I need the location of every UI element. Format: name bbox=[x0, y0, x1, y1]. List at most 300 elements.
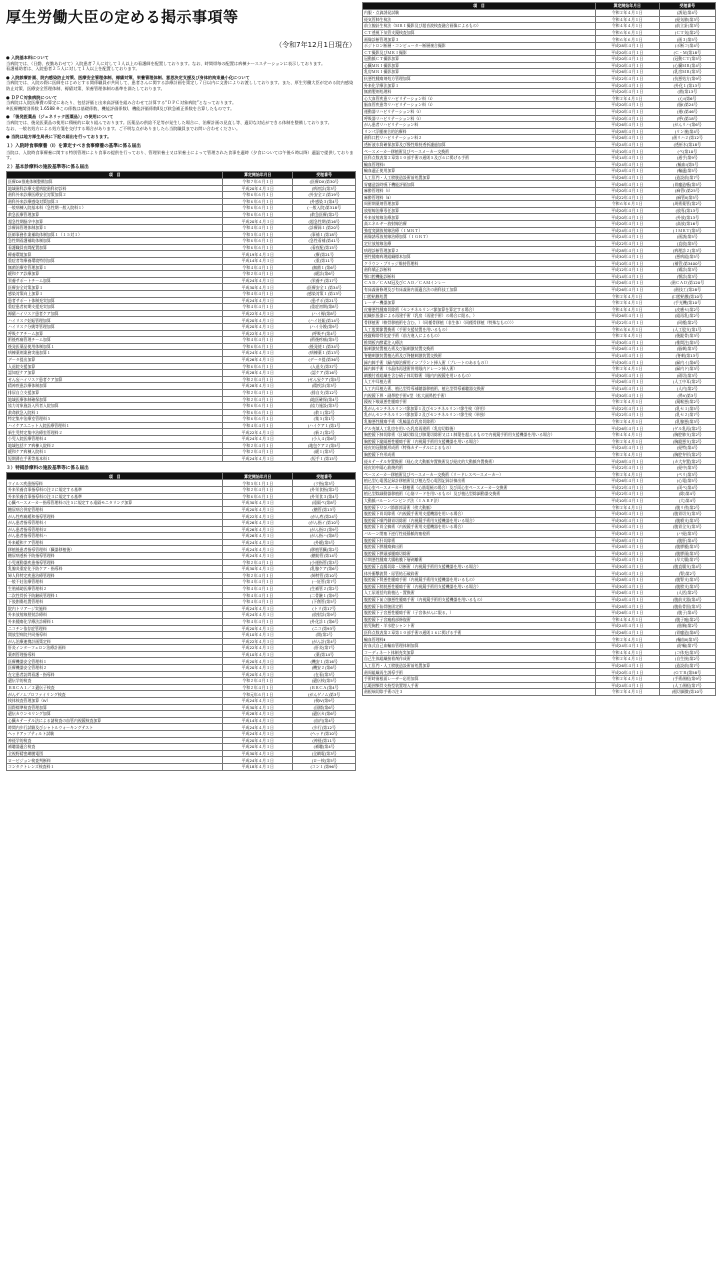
start-date: 令和２年４月１日 bbox=[223, 389, 293, 396]
table-row bbox=[7, 218, 356, 225]
receipt-number: (国標)第6号 bbox=[293, 704, 356, 711]
item-name: 手術時歯根面レーザー応用加算 bbox=[363, 675, 596, 682]
start-date: 平成28年４月１日 bbox=[223, 711, 293, 718]
receipt-number: (貯輸)第7号 bbox=[659, 643, 715, 650]
start-date: 平成24年４月１日 bbox=[223, 350, 293, 357]
start-date: 平成30年４月１日 bbox=[595, 524, 659, 531]
item-name: ＣＡＤ／ＣＡＭ冠及びＣＡＤ／ＣＡＭインレー bbox=[363, 280, 596, 287]
item-name: 重症者等療養環境特別加算 bbox=[7, 258, 223, 265]
start-date: 令和２年４月１日 bbox=[595, 636, 659, 643]
item-name: ウイルス疾患指導料 bbox=[7, 480, 223, 487]
receipt-number: (ペ)第10号 bbox=[659, 148, 715, 155]
item-name: がん性疼痛緩和指導管理料 bbox=[7, 513, 223, 520]
receipt-number: (脳Ⅰ)第24号 bbox=[659, 102, 715, 109]
table-header-row bbox=[363, 3, 716, 10]
start-date: 令和２年４月１日 bbox=[223, 487, 293, 494]
table-row bbox=[7, 566, 356, 573]
receipt-number: (画誘)第5号 bbox=[659, 234, 715, 241]
start-date: 平成24年４月１日 bbox=[223, 546, 293, 553]
receipt-number: (遺伝検)第5号 bbox=[293, 678, 356, 685]
item-name: がん患者リハビリテーション料 bbox=[363, 122, 596, 129]
receipt-number: (婦特管)第10号 bbox=[293, 572, 356, 579]
table-row bbox=[7, 665, 356, 672]
right-column bbox=[362, 2, 716, 1281]
item-name: 認知症ケア加算 bbox=[7, 370, 223, 377]
item-name: がんゲノムプロファイリング検査 bbox=[7, 691, 223, 698]
receipt-number: (両ペ)第4号 bbox=[659, 484, 715, 491]
table-row bbox=[363, 221, 716, 228]
start-date: 平成20年４月１日 bbox=[595, 221, 659, 228]
table-row bbox=[363, 267, 716, 274]
start-date: 平成28年４月１日 bbox=[595, 128, 659, 135]
receipt-number: (人工股支)第1号 bbox=[659, 326, 715, 333]
start-date: 平成20年４月１日 bbox=[223, 658, 293, 665]
receipt-number: (腹前支器)第4号 bbox=[659, 596, 715, 603]
item-name: 透析液水質確保加算及び慢性維持透析濾過加算 bbox=[363, 141, 596, 148]
item-name: 二次性骨折予防継続管理料１ bbox=[7, 592, 223, 599]
note-text: ※医療機関別係数 1.6588 ※この係数は基礎係数、機能評価係数Ⅰ、機能評価係数Ⅱ及び救急補正係数を合算したものです。 bbox=[6, 105, 235, 111]
note-heading: ● 当院は地方厚生局長に下記の届出を行っております。 bbox=[6, 134, 112, 140]
receipt-number: (胸縦悪支)第2号 bbox=[659, 438, 715, 445]
item-name: ペースメーカー移植術及びペースメーカー交換術 bbox=[363, 148, 596, 155]
item-name: 前立腺針生検法（ＭＲＩ撮影及び超音波検査融合画像によるもの） bbox=[363, 23, 596, 30]
table-row bbox=[7, 350, 356, 357]
receipt-number: (排自支)第12号 bbox=[293, 389, 356, 396]
receipt-number: (乳腺悪)第3号 bbox=[659, 418, 715, 425]
table-row bbox=[7, 449, 356, 456]
receipt-number: (新２)第2号 bbox=[293, 429, 356, 436]
table-row bbox=[363, 135, 716, 142]
table-row bbox=[363, 29, 716, 36]
table-header-row bbox=[7, 473, 356, 480]
receipt-number: (腹子)第4号 bbox=[659, 610, 715, 617]
item-name: 植込型心電図記録計移植術及び植込型心電図記録計摘出術 bbox=[363, 478, 596, 485]
table-row bbox=[7, 638, 356, 645]
table-row bbox=[7, 304, 356, 311]
start-date: 平成20年４月１日 bbox=[223, 317, 293, 324]
receipt-number: (経中)第3号 bbox=[659, 464, 715, 471]
table-row bbox=[363, 161, 716, 168]
table-row bbox=[363, 168, 716, 175]
item-name: 腹腔鏡下膀胱悪性腫瘍手術（内視鏡手術用支援機器を用いる場合） bbox=[363, 583, 596, 590]
receipt-number: (腹仙骨固)第3号 bbox=[659, 603, 715, 610]
receipt-number: (脊刺)第13号 bbox=[659, 352, 715, 359]
start-date: 平成26年４月１日 bbox=[595, 286, 659, 293]
receipt-number: (医療DX)第30号 bbox=[293, 178, 356, 185]
receipt-number: (人工歯根)第7号 bbox=[659, 682, 715, 689]
start-date: 平成24年４月１日 bbox=[595, 141, 659, 148]
receipt-number: (ロー検)第5号 bbox=[293, 757, 356, 764]
table-row bbox=[363, 656, 716, 663]
table-row bbox=[7, 625, 356, 632]
start-date: 平成22年４月１日 bbox=[595, 464, 659, 471]
receipt-number: (入退支)第37号 bbox=[293, 363, 356, 370]
start-date: 平成20年４月１日 bbox=[595, 188, 659, 195]
start-date: 平成22年４月１日 bbox=[595, 491, 659, 498]
table-row bbox=[363, 629, 716, 636]
item-name: 胎児胸腔・羊水腔シャント術 bbox=[363, 623, 596, 630]
start-date: 平成20年４月１日 bbox=[223, 323, 293, 330]
table-row bbox=[363, 379, 716, 386]
start-date: 平成24年４月１日 bbox=[595, 557, 659, 564]
table-row bbox=[363, 458, 716, 465]
item-name: 救命救急入院料１ bbox=[7, 409, 223, 416]
start-date: 平成26年４月１日 bbox=[595, 629, 659, 636]
item-name: 外来放射線治療加算 bbox=[363, 214, 596, 221]
receipt-number: (皮膚セ)第2号 bbox=[659, 306, 715, 313]
start-date: 平成20年４月１日 bbox=[223, 671, 293, 678]
item-name: 強度変調放射線治療（ＩＭＲＴ） bbox=[363, 227, 596, 234]
receipt-number: (歯ＣＡＤ)第120号 bbox=[659, 280, 715, 287]
item-name: 腹腔鏡下前立腺悪性腫瘍手術（内視鏡手術用支援機器を用いるもの） bbox=[363, 596, 596, 603]
receipt-number: (医療安全１)第34号 bbox=[293, 284, 356, 291]
start-date: 平成26年４月１日 bbox=[595, 135, 659, 142]
receipt-number: (画３)第5号 bbox=[659, 36, 715, 43]
receipt-number: (根切顕微)第10号 bbox=[659, 689, 715, 696]
start-date: 平成30年４月１日 bbox=[595, 339, 659, 346]
item-name: 感染対策向上加算１ bbox=[7, 291, 223, 298]
receipt-number: (がんリハ)第6号 bbox=[659, 122, 715, 129]
table-row bbox=[7, 429, 356, 436]
table-row bbox=[363, 174, 716, 181]
receipt-number: (胸腔弁形)第2号 bbox=[659, 451, 715, 458]
start-date: 平成26年４月１日 bbox=[595, 122, 659, 129]
receipt-number: (前立針)第3号 bbox=[659, 23, 715, 30]
item-name: 腹腔鏡下仙骨腟固定術 bbox=[363, 603, 596, 610]
item-name: 外来栄養食事指導料の注３に規定する基準 bbox=[7, 493, 223, 500]
start-date: 平成10年４月１日 bbox=[223, 632, 293, 639]
table-row bbox=[363, 16, 716, 23]
receipt-number: (ＣＴ気)第2号 bbox=[659, 29, 715, 36]
receipt-number: (重症初期)第8号 bbox=[293, 304, 356, 311]
receipt-number: (腹肝)第4号 bbox=[659, 537, 715, 544]
receipt-number: (腹子瘢)第2号 bbox=[659, 616, 715, 623]
start-date: 令和４年４月１日 bbox=[223, 579, 293, 586]
item-name: 歯科矯正診断料 bbox=[363, 267, 596, 274]
start-date: 令和６年６月１日 bbox=[223, 493, 293, 500]
item-name: 婦人科特定疾患治療管理料 bbox=[7, 572, 223, 579]
receipt-number: (トリ)第17号 bbox=[293, 605, 356, 612]
item-name: 医療DX推進体制整備加算 bbox=[7, 178, 223, 185]
receipt-number: (緩１)第3号 bbox=[293, 449, 356, 456]
table-row bbox=[7, 244, 356, 251]
item-name: 看護職員夜間配置加算 bbox=[7, 244, 223, 251]
table-row bbox=[363, 89, 716, 96]
table-row bbox=[363, 511, 716, 518]
start-date: 平成28年４月１日 bbox=[223, 370, 293, 377]
start-date: 平成26年４月１日 bbox=[595, 590, 659, 597]
item-name: 一般不妊治療管理料 bbox=[7, 579, 223, 586]
receipt-number: (胃瘻造嚥)第5号 bbox=[659, 181, 715, 188]
table-row bbox=[363, 563, 716, 570]
start-date: 令和２年４月１日 bbox=[223, 376, 293, 383]
receipt-number: (胃瘻造)第8号 bbox=[659, 629, 715, 636]
item-name: 外来緩和ケア管理料 bbox=[7, 539, 223, 546]
item-name: 地域歯科診療支援病院歯科初診料 bbox=[7, 185, 223, 192]
receipt-number: (運Ⅰ)第46号 bbox=[659, 108, 715, 115]
start-date: 平成14年４月１日 bbox=[595, 385, 659, 392]
start-date: 平成26年４月１日 bbox=[595, 280, 659, 287]
item-name: 心臓ＭＲＩ撮影加算 bbox=[363, 62, 596, 69]
start-date: 平成30年４月１日 bbox=[595, 517, 659, 524]
table-row bbox=[7, 238, 356, 245]
receipt-number: (後縦骨)第3号 bbox=[659, 333, 715, 340]
receipt-number: (放専)第13号 bbox=[659, 207, 715, 214]
start-date: 平成22年４月１日 bbox=[223, 310, 293, 317]
receipt-number: (データ提)第36号 bbox=[293, 356, 356, 363]
receipt-number: (事補１)第18号 bbox=[293, 231, 356, 238]
column-header: 受理番号 bbox=[293, 171, 356, 178]
table-row bbox=[363, 392, 716, 399]
start-date: 令和４年４月１日 bbox=[595, 649, 659, 656]
start-date: 平成24年４月１日 bbox=[223, 612, 293, 619]
receipt-number: (小運指管)第3号 bbox=[293, 559, 356, 566]
table-row bbox=[363, 432, 716, 439]
receipt-number: (麻管Ⅱ)第5号 bbox=[659, 194, 715, 201]
receipt-number: (抗悪処方)第9号 bbox=[659, 75, 715, 82]
table-row bbox=[363, 352, 716, 359]
start-date: 平成14年４月１日 bbox=[595, 273, 659, 280]
item-name: 腹腔鏡下腎悪性腫瘍手術（内視鏡手術用支援機器を用いるもの） bbox=[363, 577, 596, 584]
item-name: 病理診断管理加算２ bbox=[363, 247, 596, 254]
receipt-number: (遺伝カ)第6号 bbox=[293, 711, 356, 718]
note-text: 当病院では、入院の際に医師をはじめとする関係職員が共同して、患者さんに関する診療計画を策定し７日以内に文書によりお渡ししております。また、厚生労働大臣が定める院内感染防止対策、医療安全管理体制、褥瘡対策、栄養管理体制の基準を満たしております。 bbox=[6, 80, 354, 91]
table-row bbox=[363, 102, 716, 109]
item-name: 生殖補助医療管理料２ bbox=[7, 585, 223, 592]
table-row bbox=[363, 227, 716, 234]
receipt-number: (歯リハ２)第12号 bbox=[659, 135, 715, 142]
note-text: 当病院では、後発医薬品の使用に積極的に取り組んでおります。医薬品の供給不足等が発生した場合に、治療計画の見直し等、適切な対応ができる体制を整備しております。 bbox=[6, 119, 332, 125]
item-name: 口腔粘膜処置 bbox=[363, 293, 596, 300]
item-name: 医療機器安全管理料２ bbox=[7, 665, 223, 672]
table-row bbox=[7, 317, 356, 324]
item-name: 患者サポート体制充実加算 bbox=[7, 297, 223, 304]
item-name: 術後疼痛管理チーム加算 bbox=[7, 337, 223, 344]
table-row bbox=[363, 240, 716, 247]
receipt-number: (診療録１)第20号 bbox=[293, 225, 356, 232]
receipt-number: (療)第21号 bbox=[293, 251, 356, 258]
start-date: 平成24年４月１日 bbox=[223, 539, 293, 546]
item-name: 輸血管理料Ⅰ bbox=[363, 161, 596, 168]
item-name: 医師事務作業補助体制加算１（１５対１） bbox=[7, 231, 223, 238]
table-row bbox=[363, 333, 716, 340]
column-header: 受理番号 bbox=[659, 3, 715, 10]
start-date: 令和４年４月１日 bbox=[223, 304, 293, 311]
receipt-number: (がん指ロ)第9号 bbox=[293, 526, 356, 533]
receipt-number: (胸腔肺支)第2号 bbox=[659, 432, 715, 439]
receipt-number: (重)第11号 bbox=[293, 258, 356, 265]
table-row bbox=[7, 526, 356, 533]
item-name: 超急性期脳卒中加算 bbox=[7, 218, 223, 225]
receipt-number: (超急性期)第16号 bbox=[293, 218, 356, 225]
table-row bbox=[7, 750, 356, 757]
table-row bbox=[363, 82, 716, 89]
table-row bbox=[363, 23, 716, 30]
start-date: 平成30年４月１日 bbox=[223, 750, 293, 757]
table-row bbox=[363, 181, 716, 188]
receipt-number: (輸適)第5号 bbox=[659, 168, 715, 175]
receipt-number: (乳房ＭＲ)第3号 bbox=[659, 69, 715, 76]
start-date: 令和４年４月１日 bbox=[595, 16, 659, 23]
receipt-number: (ヘッド)第10号 bbox=[293, 731, 356, 738]
table-row bbox=[7, 513, 356, 520]
table-row bbox=[363, 610, 716, 617]
start-date: 令和６年６月１日 bbox=[595, 29, 659, 36]
table-row bbox=[7, 264, 356, 271]
receipt-number: (ＩＭＲＴ)第5号 bbox=[659, 227, 715, 234]
table-row bbox=[363, 214, 716, 221]
note-heading: ● 入院診療計画、院内感染防止対策、医療安全管理体制、褥瘡対策、栄養管理体制、意思決定支援及び身体的拘束最小化について bbox=[6, 74, 250, 80]
receipt-number: (一妊管)第7号 bbox=[293, 579, 356, 586]
table-row bbox=[363, 682, 716, 689]
item-name: 緑内障手術（水晶体再建術併用眼内ドレーン挿入術） bbox=[363, 366, 596, 373]
start-date: 令和２年４月１日 bbox=[223, 559, 293, 566]
start-date: 令和２年４月１日 bbox=[595, 418, 659, 425]
item-name: 人工股関節置換術（手術支援装置を用いるもの） bbox=[363, 326, 596, 333]
item-name: 広範囲顎骨支持型装置埋入手術 bbox=[363, 682, 596, 689]
item-name: 歯科口腔リハビリテーション料２ bbox=[363, 135, 596, 142]
table-row bbox=[7, 363, 356, 370]
table-row bbox=[363, 550, 716, 557]
column-header: 項 目 bbox=[7, 171, 223, 178]
table-row bbox=[7, 271, 356, 278]
receipt-number: (救急医療)第2号 bbox=[293, 211, 356, 218]
item-name: がん患者指導管理料ロ bbox=[7, 526, 223, 533]
start-date: 平成22年４月１日 bbox=[595, 484, 659, 491]
table-row bbox=[363, 557, 716, 564]
table-row bbox=[363, 524, 716, 531]
table-row bbox=[363, 286, 716, 293]
item-name: 腹腔鏡下子宮瘢痕部修復術 bbox=[363, 616, 596, 623]
start-date: 令和２年４月１日 bbox=[595, 504, 659, 511]
table-row bbox=[7, 343, 356, 350]
item-name: 経皮的中隔心筋焼灼術 bbox=[363, 464, 596, 471]
table-row bbox=[363, 56, 716, 63]
receipt-number: (輸血Ⅱ)第3号 bbox=[659, 636, 715, 643]
table-row bbox=[363, 675, 716, 682]
receipt-number: (コン１)第96号 bbox=[293, 763, 356, 770]
item-name: 医科点数表第２章第１０部手術の通則５及び６に掲げる手術 bbox=[363, 155, 596, 162]
receipt-number: (乳セ１)第5号 bbox=[659, 405, 715, 412]
item-name: 救急医療管理加算 bbox=[7, 211, 223, 218]
table-row bbox=[7, 442, 356, 449]
receipt-number: (外緩)第5号 bbox=[293, 539, 356, 546]
receipt-number: (Ｃ・Ｍ)第18号 bbox=[659, 49, 715, 56]
item-name: 人工肛門・人工膀胱造設術前処置加算 bbox=[363, 174, 596, 181]
item-name: 経気管肺生検法 bbox=[363, 16, 596, 23]
start-date: 平成22年４月１日 bbox=[223, 330, 293, 337]
receipt-number: (集５)第1号 bbox=[293, 416, 356, 423]
receipt-number: (患サポ)第21号 bbox=[293, 297, 356, 304]
start-date: 平成14年４月１日 bbox=[595, 352, 659, 359]
item-name: 冠動脈ＣＴ撮影加算 bbox=[363, 56, 596, 63]
item-name: 放射線治療専任加算 bbox=[363, 207, 596, 214]
start-date: 令和４年４月１日 bbox=[223, 264, 293, 271]
table-row bbox=[7, 585, 356, 592]
receipt-number: (人内)第2号 bbox=[659, 385, 715, 392]
item-name: 遺伝カウンセリング加算 bbox=[7, 711, 223, 718]
table-row bbox=[7, 337, 356, 344]
table-row bbox=[363, 577, 716, 584]
table-row bbox=[7, 310, 356, 317]
item-name: 地域医療体制確保加算 bbox=[7, 396, 223, 403]
note-heading: ● ＤＰＣ対象病院について bbox=[6, 94, 58, 100]
start-date: 平成20年４月１日 bbox=[595, 115, 659, 122]
start-date: 平成28年４月１日 bbox=[595, 537, 659, 544]
item-name: 医療安全対策加算１ bbox=[7, 284, 223, 291]
table-row bbox=[363, 438, 716, 445]
column-header: 項 目 bbox=[363, 3, 596, 10]
start-date: 平成24年４月１日 bbox=[223, 605, 293, 612]
start-date: 平成28年４月１日 bbox=[595, 577, 659, 584]
item-name: 新生児特定集中治療室管理料２ bbox=[7, 429, 223, 436]
table-row bbox=[7, 185, 356, 192]
table-row bbox=[363, 122, 716, 129]
table-row bbox=[7, 757, 356, 764]
table-row bbox=[7, 539, 356, 546]
table-row bbox=[363, 425, 716, 432]
table-row bbox=[363, 62, 716, 69]
item-name: 一般病棟入院基本料（急性期一般入院料１） bbox=[7, 205, 223, 212]
receipt-number: (ハイ妊娠)第14号 bbox=[293, 317, 356, 324]
item-name: 後発医薬品使用体制加算１ bbox=[7, 343, 223, 350]
table-row bbox=[363, 10, 716, 17]
start-date: 平成14年４月１日 bbox=[223, 258, 293, 265]
start-date: 令和６年６月１日 bbox=[223, 416, 293, 423]
item-name: 人工尿道括約筋植込・置換術 bbox=[363, 590, 596, 597]
receipt-number: (腹膵腫)第3号 bbox=[659, 544, 715, 551]
receipt-number: (がん計)第4号 bbox=[293, 638, 356, 645]
section-title: ３）特掲診療料の施設基準等に係る届出 bbox=[6, 466, 89, 472]
table-row bbox=[363, 385, 716, 392]
table-row bbox=[7, 552, 356, 559]
receipt-number: (薬)第14号 bbox=[293, 651, 356, 658]
receipt-number: (生補管２)第2号 bbox=[293, 585, 356, 592]
receipt-number: (大)第4号 bbox=[659, 497, 715, 504]
item-name: 心臓カテーテル法による諸検査の血管内視鏡検査加算 bbox=[7, 717, 223, 724]
item-name: 歯科外来診療医療安全対策加算２ bbox=[7, 192, 223, 199]
table-row bbox=[363, 669, 716, 676]
item-name: 自己生体組織接着剤作成術 bbox=[363, 656, 596, 663]
item-name: データ提出加算 bbox=[7, 356, 223, 363]
item-name: 栄養サポートチーム加算 bbox=[7, 277, 223, 284]
item-name: 乳がんセンチネルリンパ節加算２及びセンチネルリンパ節生検（単独） bbox=[363, 412, 596, 419]
item-name: 人工肛門・人工膀胱造設術前処置加算 bbox=[363, 662, 596, 669]
table-row bbox=[363, 253, 716, 260]
start-date: 平成30年４月１日 bbox=[595, 583, 659, 590]
item-name: 人工内耳植込術、植込型骨導補聴器移植術、植込型骨導補聴器交換術 bbox=[363, 385, 596, 392]
start-date: 令和４年４月１日 bbox=[223, 599, 293, 606]
start-date: 令和６年６月１日 bbox=[223, 205, 293, 212]
item-name: ハイリスク妊娠管理加算 bbox=[7, 317, 223, 324]
start-date: 平成30年４月１日 bbox=[595, 550, 659, 557]
item-name: 精神疾患診療体制加算 bbox=[7, 383, 223, 390]
start-date: 令和６年６月１日 bbox=[223, 198, 293, 205]
table-row bbox=[7, 436, 356, 443]
receipt-number: (外放)第13号 bbox=[659, 214, 715, 221]
receipt-number: (ニコ)第93号 bbox=[293, 625, 356, 632]
receipt-number: (通手)第9号 bbox=[659, 155, 715, 162]
start-date: 令和６年６月１日 bbox=[223, 363, 293, 370]
receipt-number: (外化診１)第6号 bbox=[293, 618, 356, 625]
table-row bbox=[363, 623, 716, 630]
table-row bbox=[363, 583, 716, 590]
item-name: ゲル充填人工乳房を用いた乳房再建術（乳房切除後） bbox=[363, 425, 596, 432]
start-date: 平成24年４月１日 bbox=[223, 297, 293, 304]
item-name: 人工中耳植込術 bbox=[363, 379, 596, 386]
start-date: 平成22年４月１日 bbox=[223, 638, 293, 645]
start-date: 令和６年６月１日 bbox=[595, 36, 659, 43]
